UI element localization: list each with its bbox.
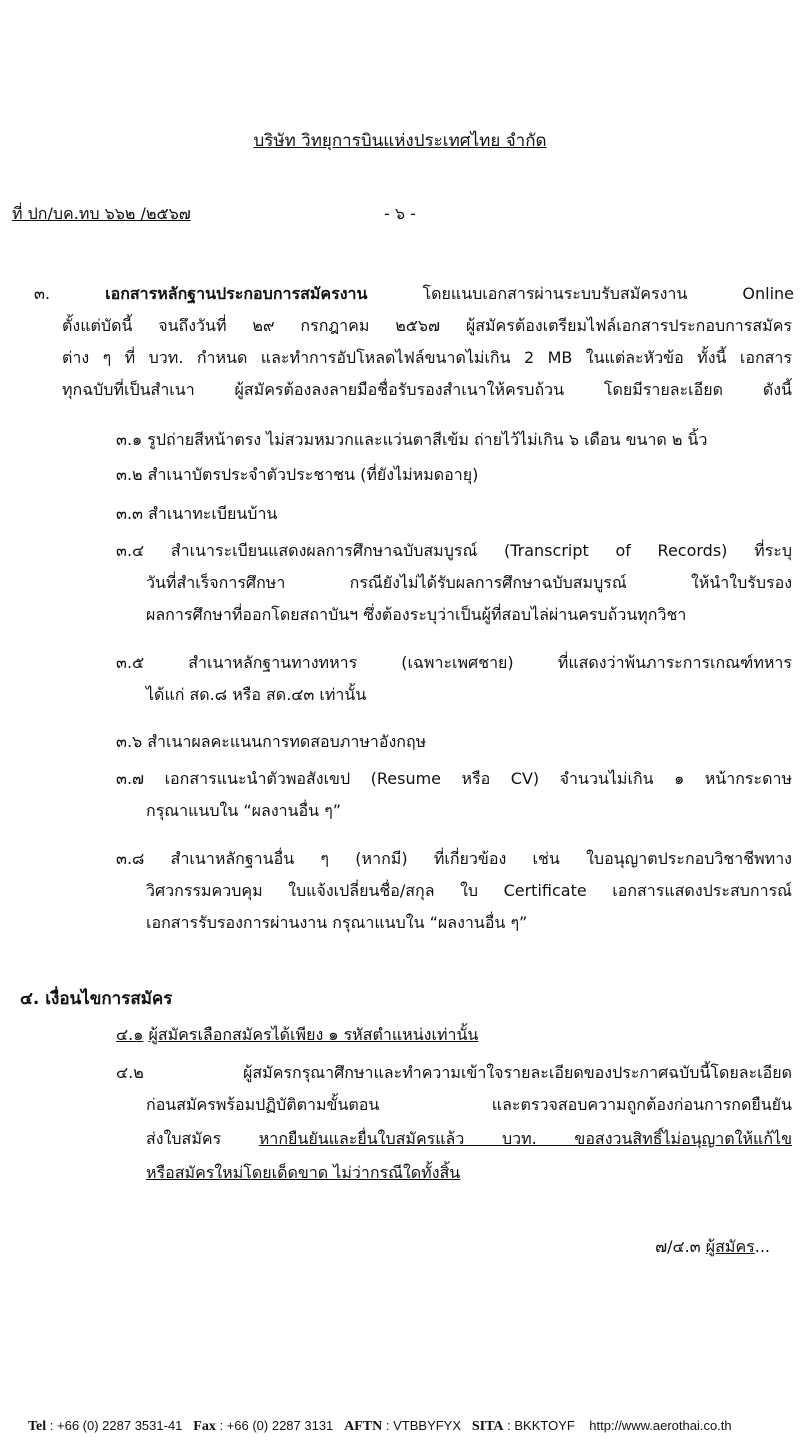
section3-item-line xyxy=(146,880,792,902)
intro-line: ตั้งแต่บัดนี้ จนถึงวันที่ ๒๙ กรกฎาคม ๒๕๖๗ ผู้สมัครต้องเตรียมไฟล์เอกสารประกอบการสมัคร xyxy=(62,316,792,335)
item-number: ๓.๖ xyxy=(116,732,143,751)
sita-label: SITA xyxy=(471,1419,504,1434)
tel-value: : +66 (0) 2287 3531-41 xyxy=(49,1418,183,1433)
item-text: ผู้สมัครกรุณาศึกษาและทำความเข้าใจรายละเอียดของประกาศฉบับนี้โดยละเอียด xyxy=(243,1063,792,1082)
section4-heading: ๔. เงื่อนไขการสมัคร xyxy=(20,989,173,1009)
item-number: ๓.๗ xyxy=(116,769,145,788)
continuation-note xyxy=(655,1236,770,1258)
item-4-1 xyxy=(116,1024,478,1046)
page-number: - ๖ - xyxy=(384,204,416,223)
item-text: สำเนาระเบียนแสดงผลการศึกษาฉบับสมบูรณ์ (Transcript of Records) ที่ระบุ xyxy=(170,541,792,560)
aftn-label: AFTN xyxy=(344,1419,383,1434)
continuation-suffix: ... xyxy=(754,1237,770,1256)
section3-item-line xyxy=(146,604,686,626)
intro-text: โดยแนบเอกสารผ่านระบบรับสมัครงาน Online xyxy=(422,284,794,303)
section3-item-line xyxy=(116,848,792,870)
item-4-2-line: ก่อนสมัครพร้อมปฏิบัติตามขั้นตอน และตรวจสอบความถูกต้องก่อนการกดยืนยัน xyxy=(146,1095,792,1114)
item-text: สำเนาทะเบียนบ้าน xyxy=(148,504,278,523)
item-text: สำเนาบัตรประจำตัวประชาชน (ที่ยังไม่หมดอายุ) xyxy=(147,465,479,484)
item-text: ส่งใบสมัคร xyxy=(146,1129,222,1148)
section3-item-line xyxy=(146,572,792,594)
item-number: ๓.๔ xyxy=(116,541,145,560)
website-link[interactable]: http://www.aerothai.co.th xyxy=(589,1418,732,1433)
section3-item-line xyxy=(116,429,707,451)
section3-item-line xyxy=(116,503,277,525)
section3-number: ๓. xyxy=(34,284,51,303)
intro-line: ทุกฉบับที่เป็นสำเนา ผู้สมัครต้องลงลายมือชื่อรับรองสำเนาให้ครบถ้วน โดยมีรายละเอียด ดังนี้ xyxy=(62,380,792,399)
fax-value: : +66 (0) 2287 3131 xyxy=(219,1418,334,1433)
item-number: ๔.๑ xyxy=(116,1025,144,1044)
item-number: ๓.๕ xyxy=(116,653,145,672)
item-text: วันที่สำเร็จการศึกษา กรณียังไม่ได้รับผลการศึกษาฉบับสมบูรณ์ ให้นำใบรับรอง xyxy=(146,573,792,592)
continuation-word: ผู้สมัคร xyxy=(705,1237,755,1256)
section3-item-line xyxy=(146,684,366,706)
continuation-prefix: ๗/๔.๓ xyxy=(655,1237,701,1256)
item-text: ได้แก่ สด.๘ หรือ สด.๔๓ เท่านั้น xyxy=(146,685,367,704)
item-text: เอกสารแนะนำตัวพอสังเขป (Resume หรือ CV) จำนวนไม่เกิน ๑ หน้ากระดาษ xyxy=(164,769,792,788)
item-number: ๓.๒ xyxy=(116,465,143,484)
fax-label: Fax xyxy=(193,1419,216,1434)
reference-number: ที่ ปก/บค.ทบ ๖๖๒ /๒๕๖๗ xyxy=(12,204,191,223)
item-text: สำเนาหลักฐานอื่น ๆ (หากมี) ที่เกี่ยวข้อง เช่น ใบอนุญาตประกอบวิชาชีพทาง xyxy=(170,849,792,868)
sita-value: : BKKTOYF xyxy=(507,1418,575,1433)
section3-item-line xyxy=(146,800,341,822)
item-text: เอกสารรับรองการผ่านงาน กรุณาแนบใน “ผลงานอื่น ๆ” xyxy=(146,913,528,932)
section3-heading: เอกสารหลักฐานประกอบการสมัครงาน xyxy=(105,284,368,303)
item-text: วิศวกรรมควบคุม ใบแจ้งเปลี่ยนชื่อ/สกุล ใบ Certificate เอกสารแสดงประสบการณ์ xyxy=(146,881,792,900)
item-text: ผู้สมัครเลือกสมัครได้เพียง ๑ รหัสตำแหน่งเท่านั้น xyxy=(148,1025,479,1044)
section3-item-line xyxy=(116,731,426,753)
section3-item-line xyxy=(116,652,792,674)
footer-contact xyxy=(28,1418,732,1435)
item-4-2-line xyxy=(146,1128,792,1150)
aftn-value: : VTBBYFYX xyxy=(385,1418,462,1433)
section3-item-line xyxy=(116,540,792,562)
section3-intro-line xyxy=(34,283,794,305)
section3-item-line xyxy=(116,768,792,790)
item-text: กรุณาแนบใน “ผลงานอื่น ๆ” xyxy=(146,801,342,820)
item-text: ผลการศึกษาที่ออกโดยสถาบันฯ ซึ่งต้องระบุว่าเป็นผู้ที่สอบไล่ผ่านครบถ้วนทุกวิชา xyxy=(146,605,687,624)
item-number: ๓.๑ xyxy=(116,430,143,449)
item-4-2-line: หรือสมัครใหม่โดยเด็ดขาด ไม่ว่ากรณีใดทั้งสิ้น xyxy=(146,1163,461,1182)
tel-label: Tel xyxy=(28,1419,47,1434)
item-4-2-line xyxy=(116,1062,792,1084)
item-number: ๓.๘ xyxy=(116,849,145,868)
item-text: รูปถ่ายสีหน้าตรง ไม่สวมหมวกและแว่นตาสีเข้ม ถ่ายไว้ไม่เกิน ๖ เดือน ขนาด ๒ นิ้ว xyxy=(147,430,708,449)
section3-item-line xyxy=(146,912,527,934)
item-text-underlined: หากยืนยันและยื่นใบสมัครแล้ว บวท. ขอสงวนสิทธิ์ไม่อนุญาตให้แก้ไข xyxy=(258,1129,792,1148)
item-number: ๓.๓ xyxy=(116,504,143,523)
item-text: สำเนาหลักฐานทางทหาร (เฉพาะเพศชาย) ที่แสดงว่าพ้นภาระการเกณฑ์ทหาร xyxy=(188,653,792,672)
item-text: สำเนาผลคะแนนการทดสอบภาษาอังกฤษ xyxy=(147,732,427,751)
intro-line: ต่าง ๆ ที่ บวท. กำหนด และทำการอัปโหลดไฟล์ขนาดไม่เกิน 2 MB ในแต่ละหัวข้อ ทั้งนี้ เอกสาร xyxy=(62,348,792,367)
company-title: บริษัท วิทยุการบินแห่งประเทศไทย จำกัด xyxy=(253,131,547,151)
item-number: ๔.๒ xyxy=(116,1063,144,1082)
section3-item-line xyxy=(116,464,478,486)
